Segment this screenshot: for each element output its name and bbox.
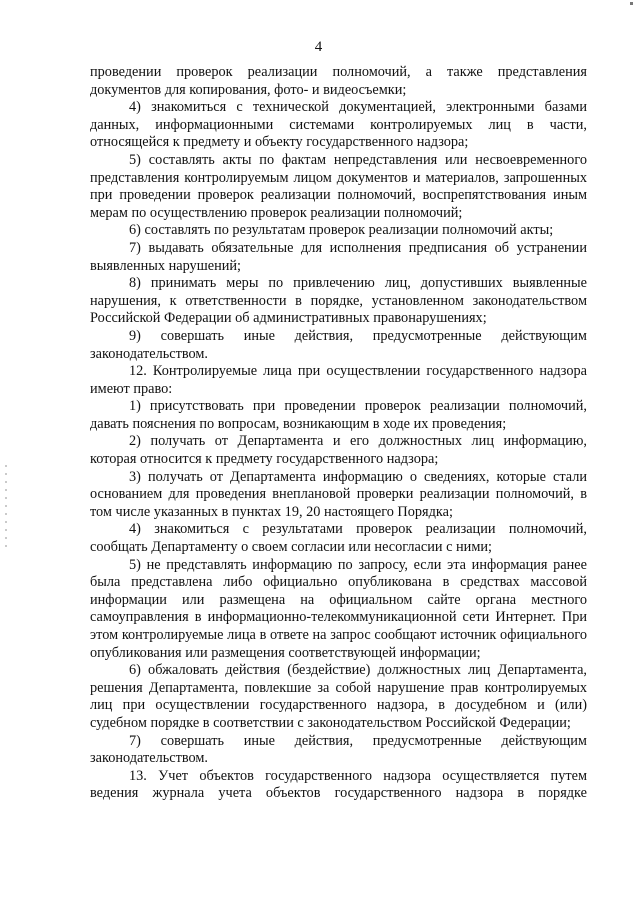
- paragraph: 13. Учет объектов государственного надзора осуществляется путем ведения журнала учета объектов государственного надзора в порядке: [90, 767, 587, 802]
- paragraph: 7) совершать иные действия, предусмотренные действующим законодательством.: [90, 732, 587, 767]
- paragraph: 1) присутствовать при проведении проверок реализации полномочий, давать пояснения по вопросам, возникающим в ходе их проведения;: [90, 398, 587, 432]
- paragraph: 6) составлять по результатам проверок реализации полномочий акты;: [129, 222, 554, 239]
- paragraph: 4) знакомиться с результатами проверок реализации полномочий, сообщать Департаменту о своем согласии или несогласии с ними;: [90, 521, 587, 556]
- scan-corner-mark: [630, 2, 633, 5]
- paragraph: 12. Контролируемые лица при осуществлении государственного надзора имеют право:: [90, 363, 587, 397]
- page-number: 4: [314, 39, 323, 55]
- paragraph: 9) совершать иные действия, предусмотренные действующим законодательством.: [90, 327, 587, 362]
- document-body: [90, 64, 587, 803]
- paragraph: проведении проверок реализации полномочий, а также представления документов для копирования, фото- и видеосъемки;: [90, 64, 587, 98]
- paragraph: 3) получать от Департамента информацию о сведениях, которые стали основанием для проведения внеплановой проверки реализации полномочий, в том числе указанных в пунктах 19, 20 настоящего Порядка;: [90, 468, 587, 520]
- paragraph: 4) знакомиться с технической документацией, электронными базами данных, информационными системами контролируемых лиц в части, относящейся к предмету и объекту государственного надзора;: [90, 99, 587, 151]
- paragraph: 5) не представлять информацию по запросу, если эта информация ранее была представлена либо официально опубликована в средствах массовой информации или размещена на официальном сайте органа местного самоуправления в информационно-телекоммуникационной сети Интернет. При этом контролируемые лица в ответе на запрос сообщают источник официального опубликования или размещения соответствующей информации;: [90, 556, 587, 661]
- paragraph: 5) составлять акты по фактам непредставления или несвоевременного представления контролируемым лицом документов и материалов, запрошенных при проведении проверок реализации полномочий, воспрепятствования иным мерам по осуществлению проверок реализации полномочий;: [90, 151, 587, 221]
- paragraph: 7) выдавать обязательные для исполнения предписания об устранении выявленных нарушений;: [90, 239, 587, 274]
- paragraph: 8) принимать меры по привлечению лиц, допустивших выявленные нарушения, к ответственности в порядке, установленном законодательством Российской Федерации об административных правонарушениях;: [90, 275, 587, 327]
- paragraph: 2) получать от Департамента и его должностных лиц информацию, которая относится к предмету государственного надзора;: [90, 433, 587, 468]
- scan-margin-artifact: [5, 462, 7, 550]
- paragraph: 6) обжаловать действия (бездействие) должностных лиц Департамента, решения Департамента, повлекшие за собой нарушение прав контролируемых лиц при осуществлении государственного надзора, в досудебном и (или) судебном порядке в соответствии с законодательством Российской Федерации;: [90, 662, 587, 731]
